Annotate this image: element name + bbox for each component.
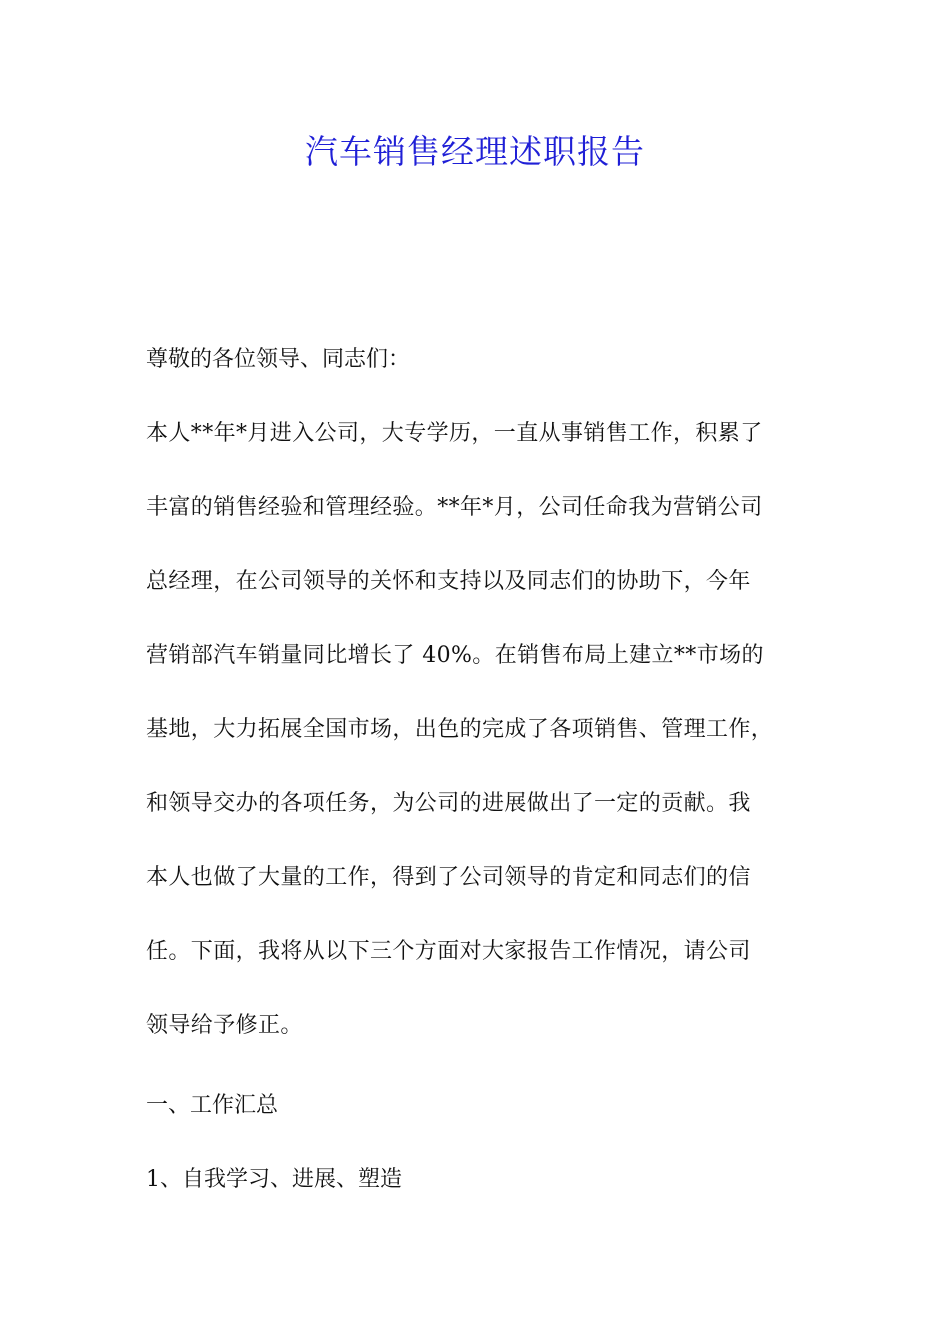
paragraph-line: 本人也做了大量的工作，得到了公司领导的肯定和同志们的信: [146, 865, 751, 890]
paragraph-line: 领导给予修正。: [146, 1013, 303, 1038]
paragraph-line: 基地，大力拓展全国市场，出色的完成了各项销售、管理工作，: [146, 717, 774, 742]
paragraph-line: 和领导交办的各项任务，为公司的进展做出了一定的贡献。我: [146, 791, 751, 816]
paragraph-line: 营销部汽车销量同比增长了 40%。在销售布局上建立**市场的: [146, 643, 764, 668]
section-heading: 一、工作汇总: [146, 1093, 279, 1118]
salutation: 尊敬的各位领导、同志们：: [146, 347, 411, 372]
document-title: 汽车销售经理述职报告: [305, 132, 645, 171]
paragraph-line: 本人**年*月进入公司，大专学历，一直从事销售工作，积累了: [146, 421, 763, 446]
sub-heading: 1、自我学习、进展、塑造: [146, 1167, 402, 1192]
paragraph-line: 任。下面，我将从以下三个方面对大家报告工作情况，请公司: [146, 939, 751, 964]
body-paragraph: [146, 414, 826, 1080]
paragraph-line: 丰富的销售经验和管理经验。**年*月，公司任命我为营销公司: [146, 495, 763, 520]
paragraph-line: 总经理，在公司领导的关怀和支持以及同志们的协助下，今年: [146, 569, 751, 594]
